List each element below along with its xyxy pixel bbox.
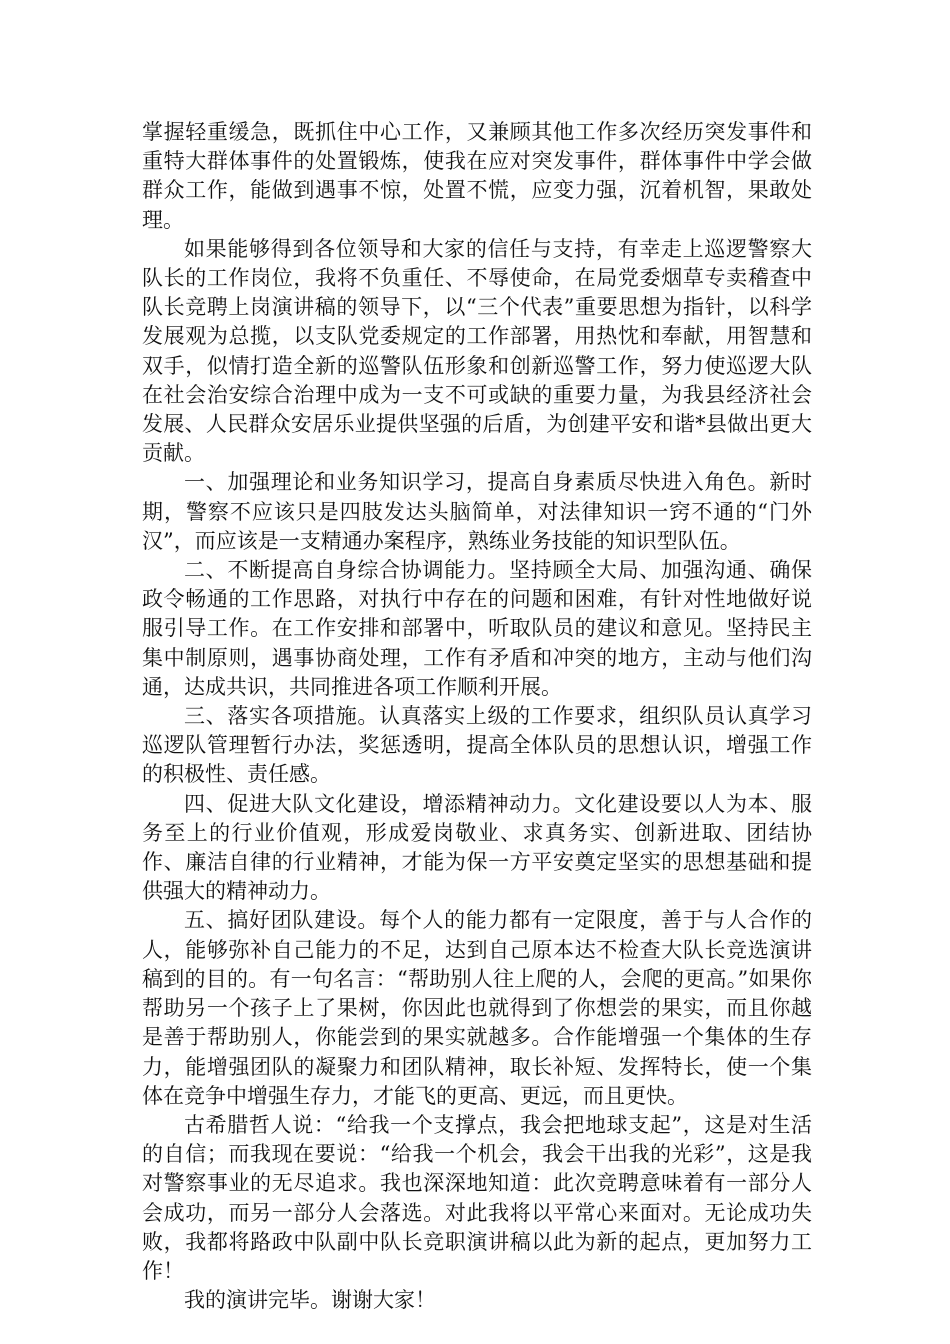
paragraph-7: 五、搞好团队建设。每个人的能力都有一定限度，善于与人合作的人，能够弥补自己能力的不足，达到自己原本达不检查大队长竞选演讲稿到的目的。有一句名言：“帮助别人往上爬的人，会爬的更高。”如果你帮助另一个孩子上了果树，你因此也就得到了你想尝的果实，而且你越是善于帮助别人，你能尝到的果实就越多。合作能增强一个集体的生存力，能增强团队的凝聚力和团队精神，取长补短、发挥特长，使一个集体在竞争中增强生存力，才能飞的更高、更远，而且更快。 (142, 908, 812, 1108)
paragraph-1: 掌握轻重缓急，既抓住中心工作，又兼顾其他工作多次经历突发事件和重特大群体事件的处置锻炼，使我在应对突发事件，群体事件中学会做群众工作，能做到遇事不惊，处置不慌，应变力强，沉着机智，果敢处理。 (142, 120, 812, 232)
document-page (142, 118, 812, 1315)
paragraph-2: 如果能够得到各位领导和大家的信任与支持，有幸走上巡逻警察大队长的工作岗位，我将不负重任、不辱使命，在局党委烟草专卖稽查中队长竞聘上岗演讲稿的领导下，以“三个代表”重要思想为指针，以科学发展观为总揽，以支队党委规定的工作部署，用热忱和奉献，用智慧和双手，似情打造全新的巡警队伍形象和创新巡警工作，努力使巡逻大队在社会治安综合治理中成为一支不可或缺的重要力量，为我县经济社会发展、人民群众安居乐业提供坚强的后盾，为创建平安和谐*县做出更大贡献。 (142, 236, 812, 466)
paragraph-3: 一、加强理论和业务知识学习，提高自身素质尽快进入角色。新时期，警察不应该只是四肢发达头脑简单，对法律知识一窍不通的“门外汉”，而应该是一支精通办案程序，熟练业务技能的知识型队伍。 (142, 470, 812, 553)
paragraph-8: 古希腊哲人说：“给我一个支撑点，我会把地球支起”，这是对生活的自信；而我现在要说：“给我一个机会，我会干出我的光彩”，这是我对警察事业的无尽追求。我也深深地知道：此次竞聘意味着有一部分人会成功，而另一部分人会落选。对此我将以平常心来面对。无论成功失败，我都将路政中队副中队长竞职演讲稿以此为新的起点，更加努力工作！ (142, 1112, 812, 1283)
paragraph-5: 三、落实各项措施。认真落实上级的工作要求，组织队员认真学习巡逻队管理暂行办法，奖惩透明，提高全体队员的思想认识，增强工作的积极性、责任感。 (142, 704, 812, 787)
paragraph-9: 我的演讲完毕。谢谢大家！ (184, 1288, 436, 1313)
paragraph-4: 二、不断提高自身综合协调能力。坚持顾全大局、加强沟通、确保政令畅通的工作思路，对执行中存在的问题和困难，有针对性地做好说服引导工作。在工作安排和部署中，听取队员的建议和意见。坚持民主集中制原则，遇事协商处理，工作有矛盾和冲突的地方，主动与他们沟通，达成共识，共同推进各项工作顺利开展。 (142, 558, 812, 699)
paragraph-6: 四、促进大队文化建设，增添精神动力。文化建设要以人为本、服务至上的行业价值观，形成爱岗敬业、求真务实、创新进取、团结协作、廉洁自律的行业精神，才能为保一方平安奠定坚实的思想基础和提供强大的精神动力。 (142, 791, 812, 904)
